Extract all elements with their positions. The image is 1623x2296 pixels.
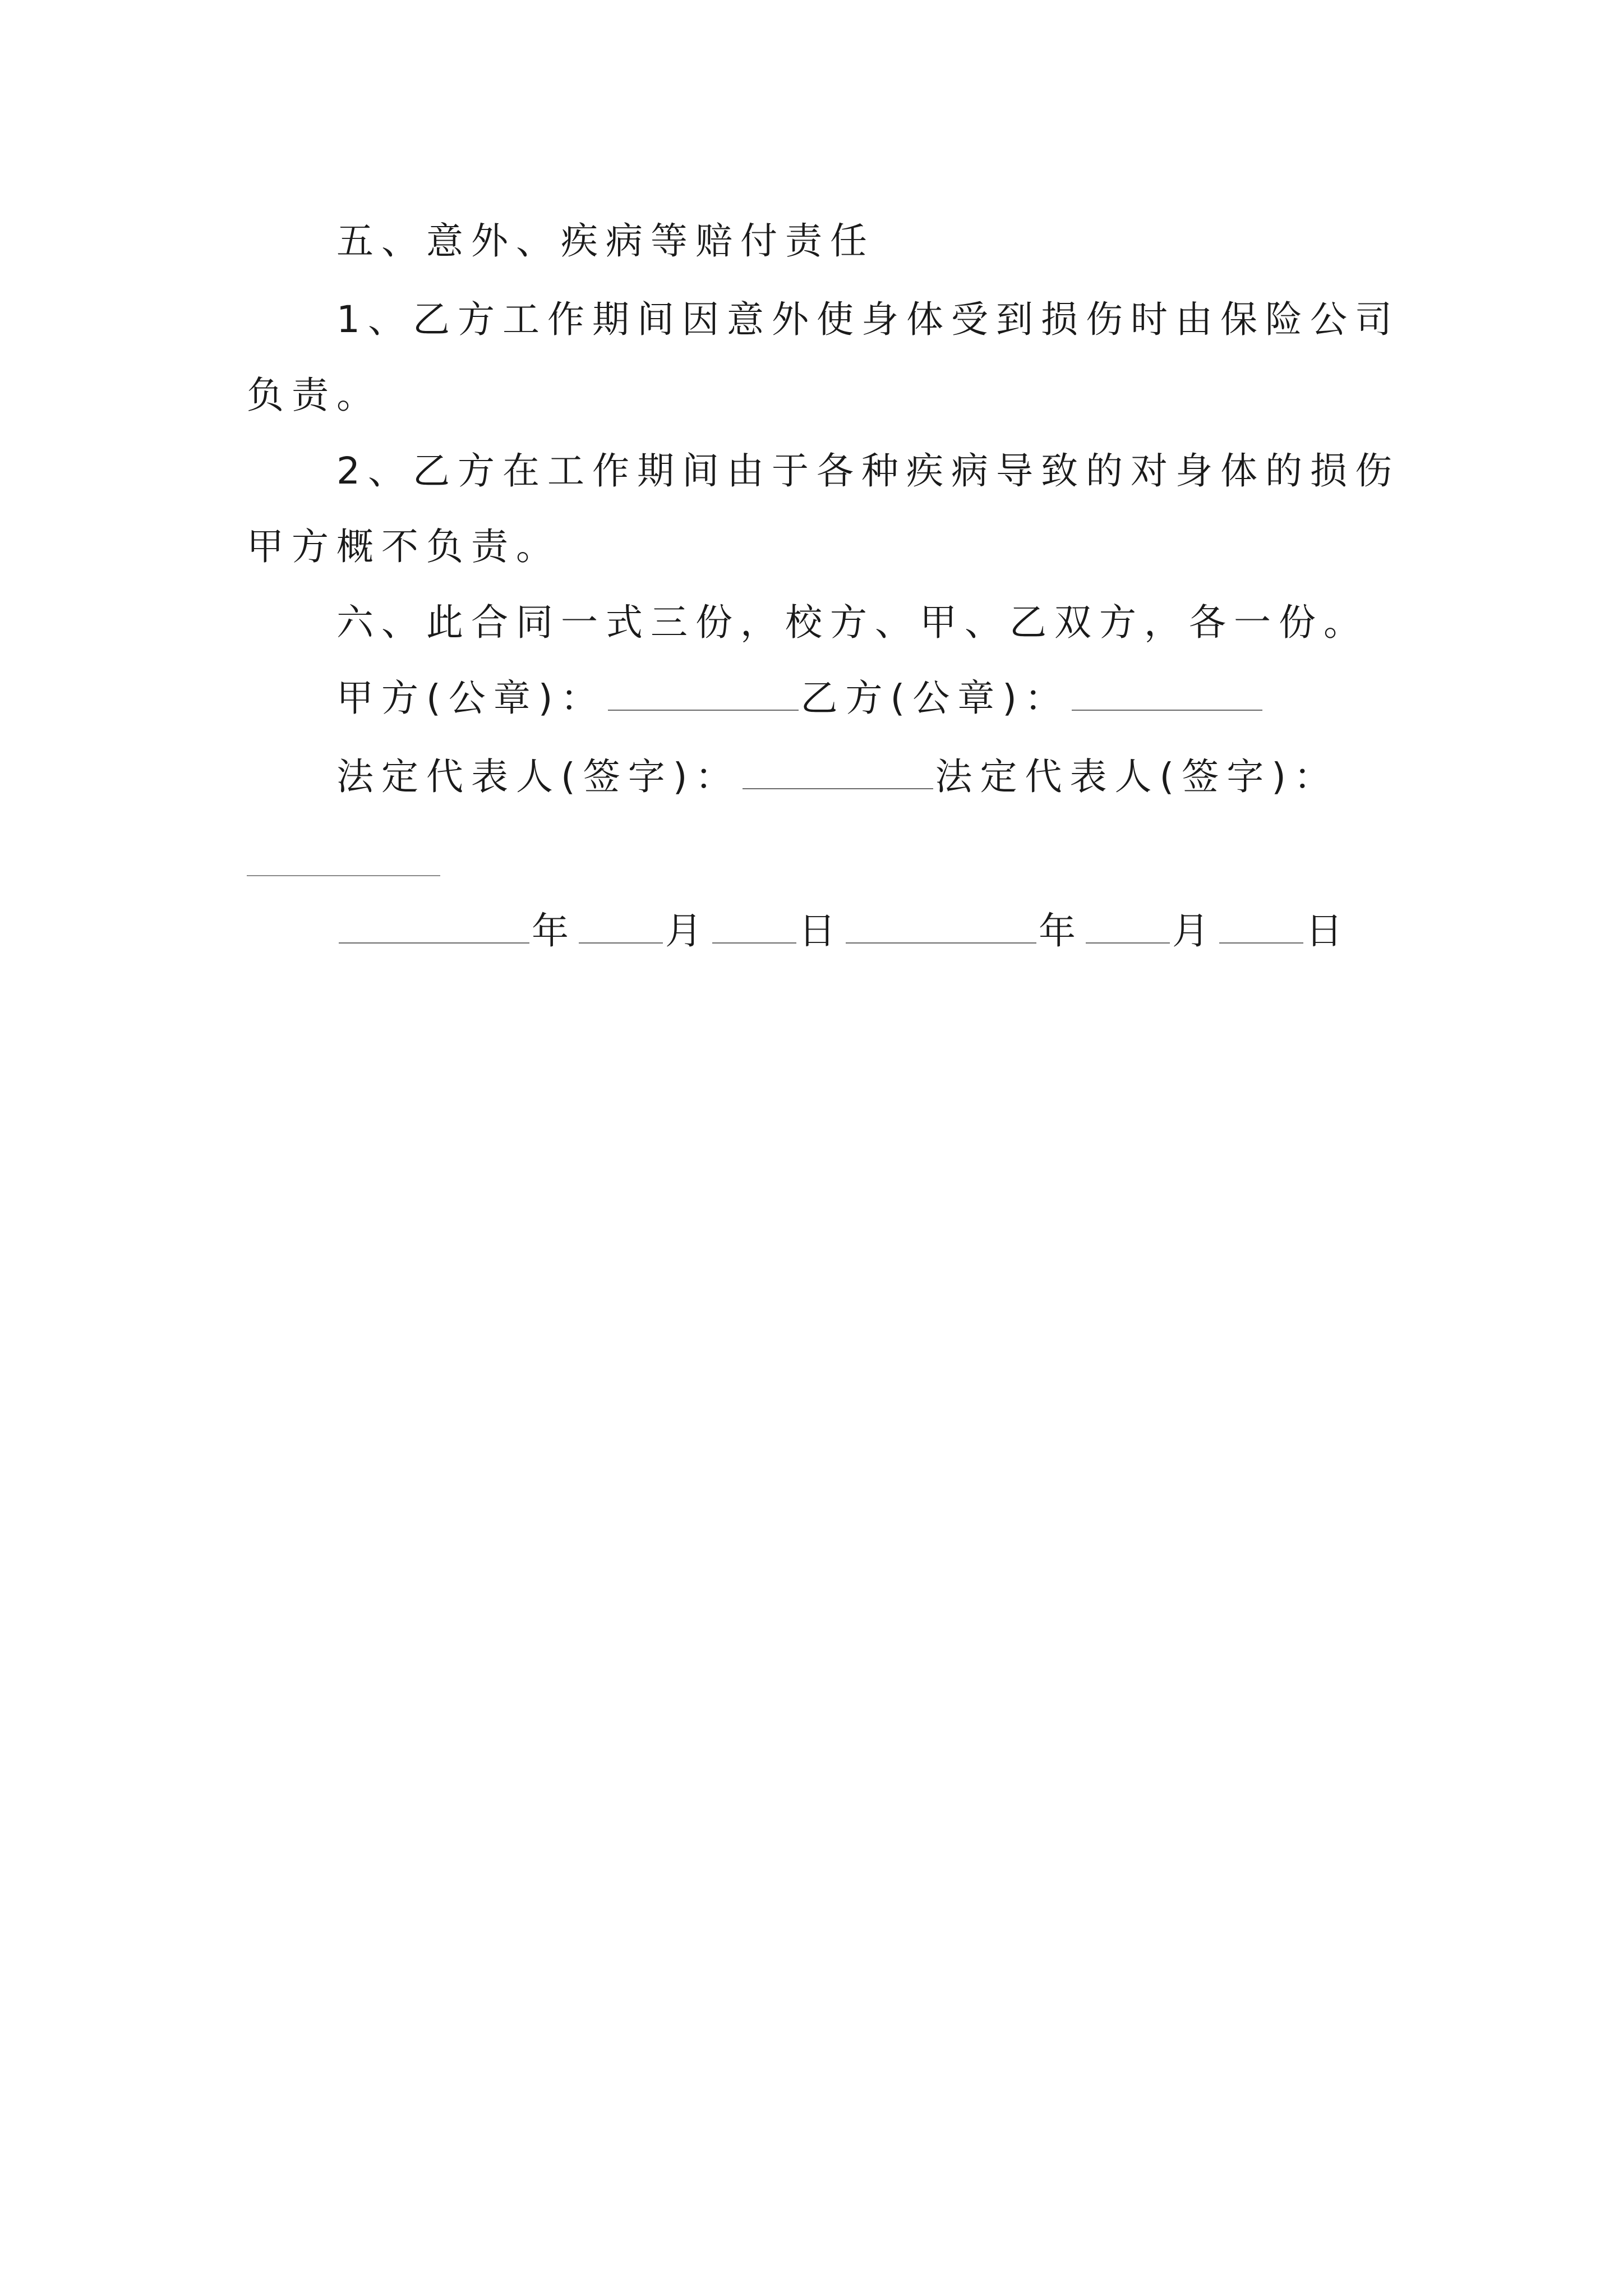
date-b-year-blank [846,909,1036,944]
section-6-text: 六、此合同一式三份，校方、甲、乙双方，各一份。 [336,601,1368,644]
party-b-seal-label: 乙方(公章)： [800,677,1069,720]
party-b-seal-blank [1072,676,1262,711]
date-row [336,909,1350,954]
legal-rep-b-label: 法定代表人(签字)： [935,755,1339,798]
party-a-seal-label: 甲方(公章)： [336,677,606,720]
date-b-month-blank [1086,909,1170,944]
date-a-year-label: 年 [532,909,577,953]
section-5-heading: 五、意外、疾病等赔付责任 [336,219,875,263]
section-5-item-2-line-2: 甲方概不负责。 [247,525,561,568]
date-a-day-label: 日 [799,909,843,953]
seal-signature-row [336,676,1265,721]
section-5-item-1-line-1: 1、乙方工作期间因意外使身体受到损伤时由保险公司 [336,298,1400,341]
date-a-day-blank [712,909,796,944]
date-b-day-label: 日 [1306,909,1350,953]
date-a-year-blank [339,909,529,944]
legal-rep-b-blank [247,875,440,876]
date-b-day-blank [1219,909,1303,944]
legal-rep-a-label: 法定代表人(签字)： [336,755,740,798]
section-5-item-1-line-2: 负责。 [247,374,381,417]
party-a-seal-blank [608,676,799,711]
date-a-month-blank [579,909,663,944]
date-a-month-label: 月 [665,909,710,953]
legal-rep-a-blank [743,754,933,789]
date-b-month-label: 月 [1172,909,1217,953]
legal-rep-row [336,754,1339,799]
section-5-item-2-line-1: 2、乙方在工作期间由于各种疾病导致的对身体的损伤 [336,449,1400,493]
date-b-year-label: 年 [1039,909,1083,953]
